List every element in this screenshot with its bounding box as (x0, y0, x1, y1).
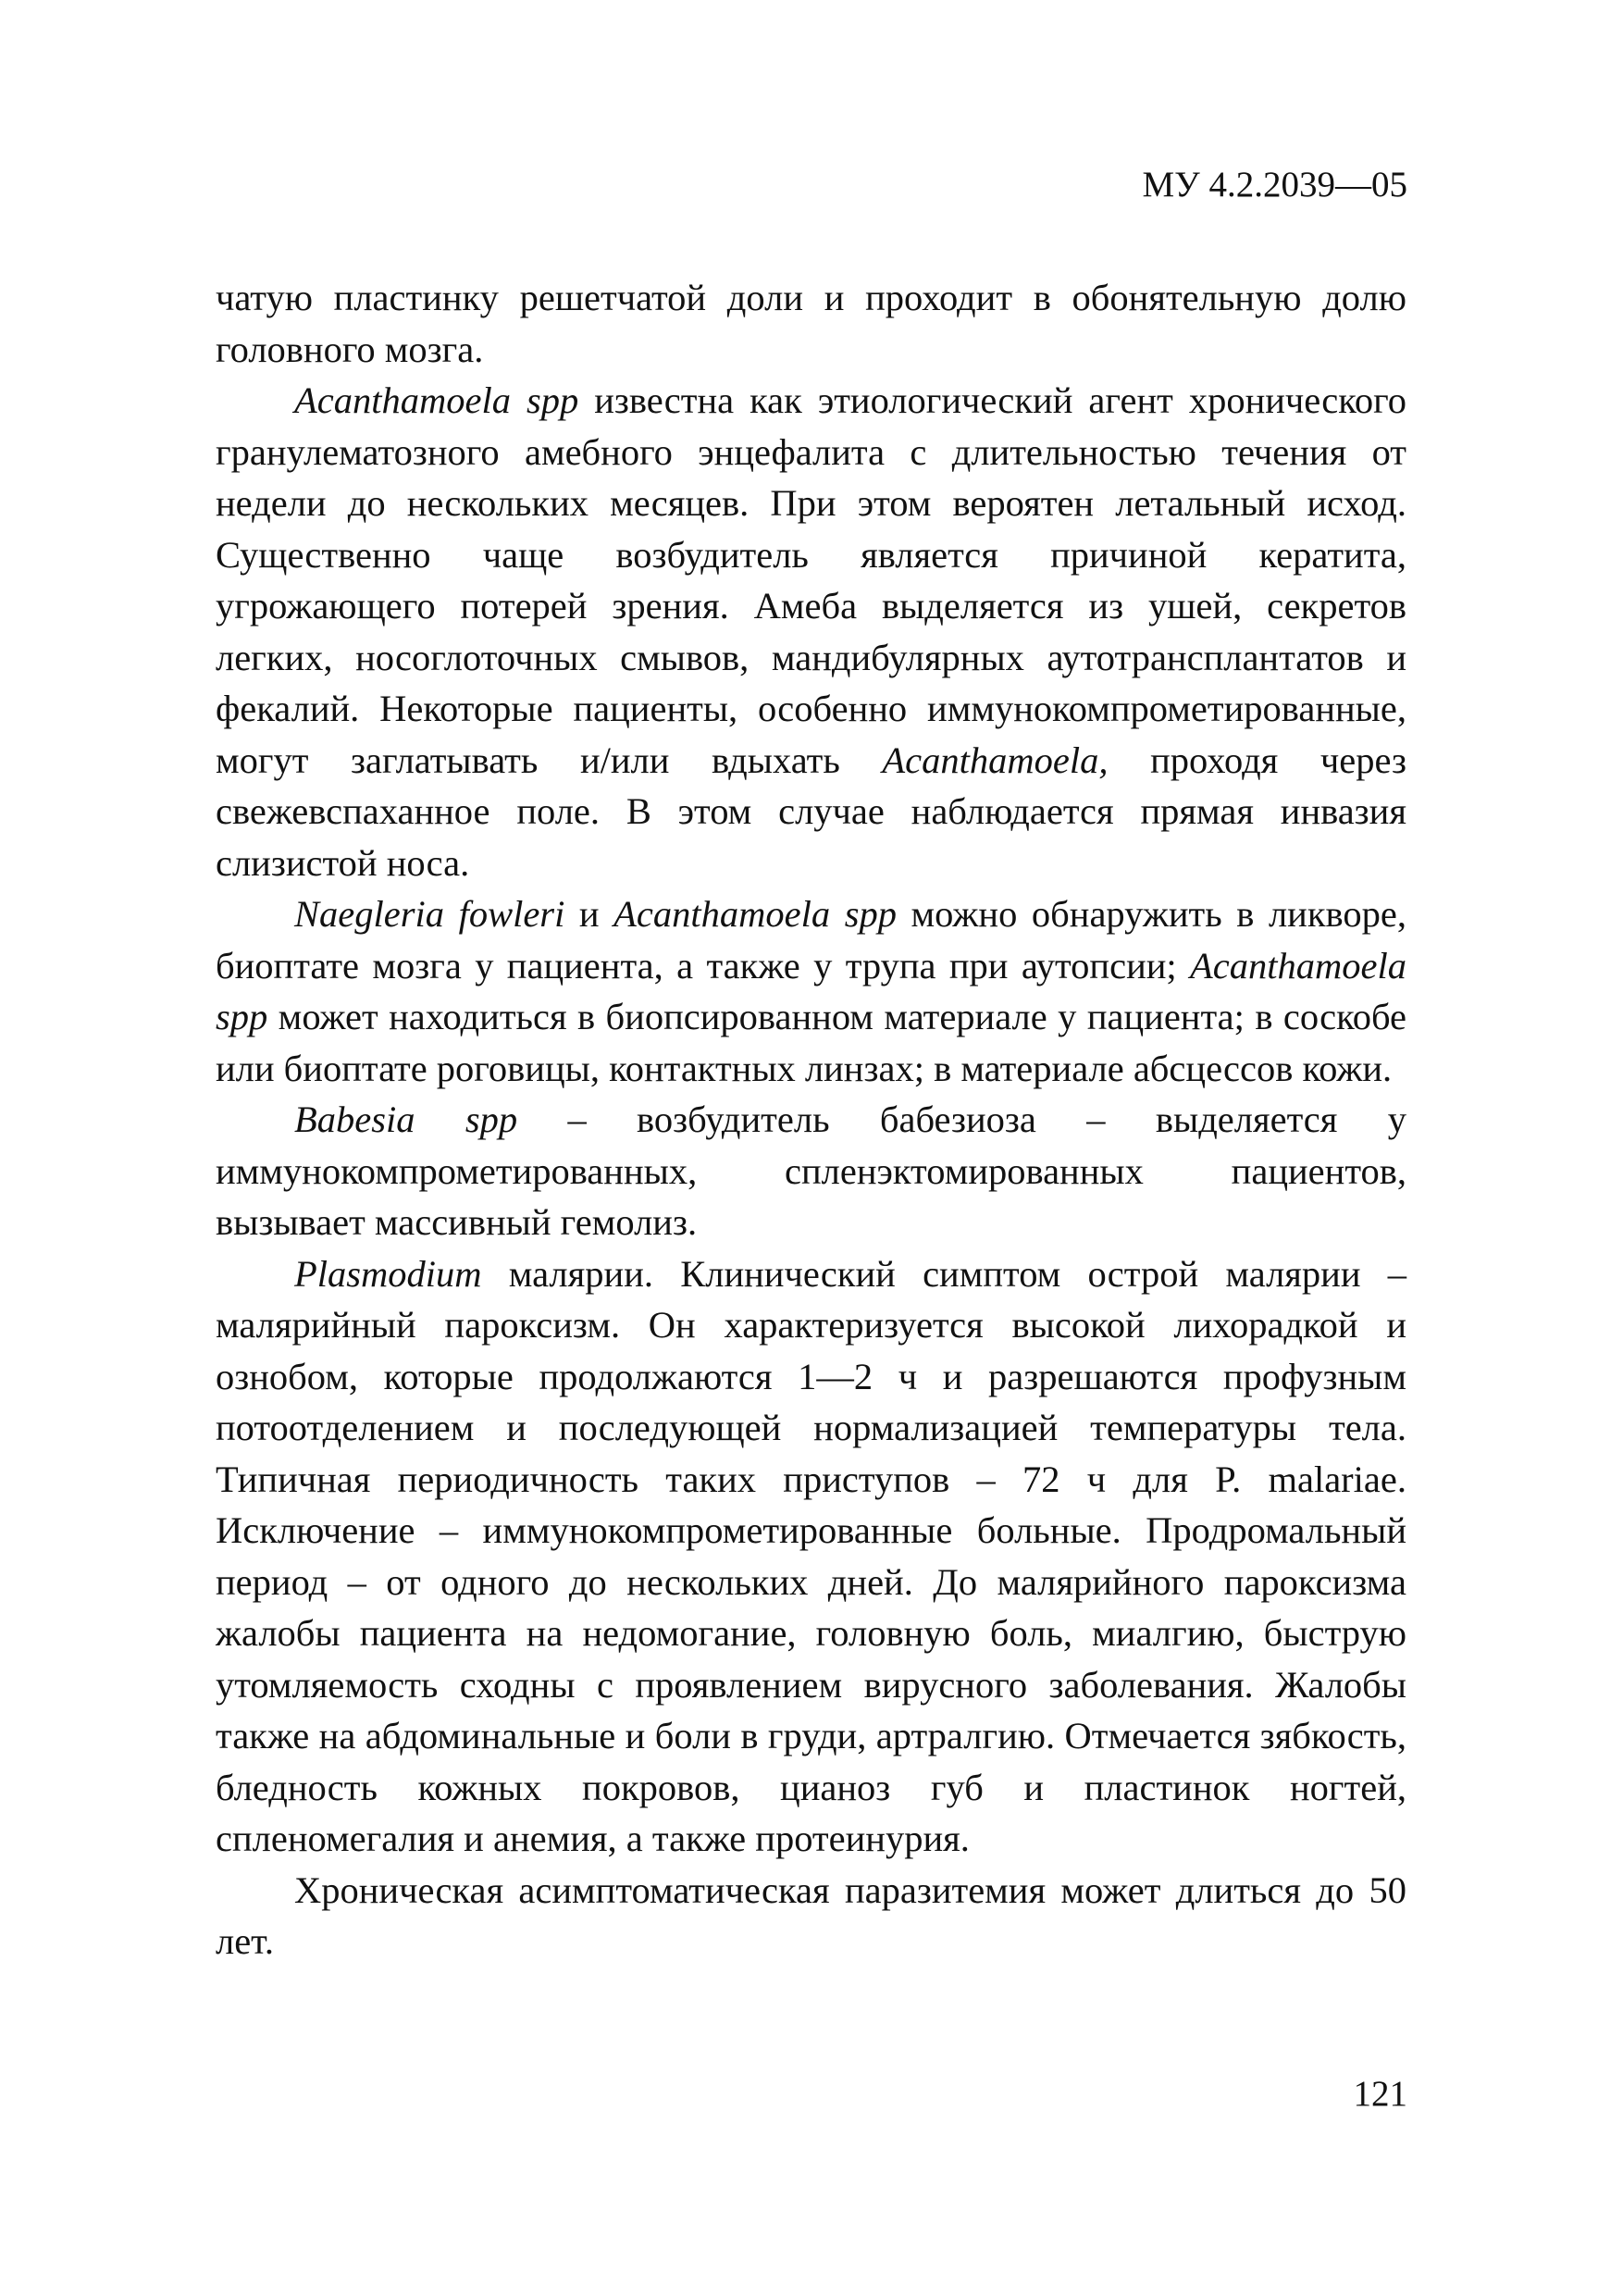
text-segment: проходя через свежевспаханное поле. В этом случае наблюдается прямая инвазия слизистой носа. (216, 738, 1406, 884)
paragraph-babesia (216, 1094, 1406, 1248)
text-segment: известна как этиологический агент хронического гранулематозного амебного энцефалита с длительностью течения от недели до нескольких месяцев. При этом вероятен летальный исход. Существенно чаще возбудитель является причиной кератита, угрожающего потерей зрения. Амеба выделяется из ушей, секретов легких, носоглоточных смывов, мандибулярных аутотрансплантатов и фекалий. Некоторые пациенты, особенно иммунокомпрометированные, могут заглатывать и/или вдыхать (216, 379, 1406, 781)
paragraph-continuation (216, 272, 1406, 375)
text-segment: можно обнаружить в ликворе, биоптате мозга у пациента, а также у трупа при аутопсии; (216, 893, 1406, 987)
document-code-header: МУ 4.2.2039—05 (1142, 165, 1407, 205)
body-text (216, 272, 1406, 1967)
species-name: Babesia spp (294, 1098, 518, 1140)
page-number: 121 (1353, 2074, 1407, 2114)
text-segment: чатую пластинку решетчатой доли и проходит в обонятельную долю головного мозга. (216, 277, 1406, 370)
text-segment: Хроническая асимптоматическая паразитемия может длиться до 50 лет. (216, 1868, 1406, 1962)
species-name: Plasmodium (294, 1252, 482, 1295)
species-name: Acanthamoela, (882, 738, 1109, 781)
paragraph-chronic-parasitemia (216, 1865, 1406, 1967)
text-segment: – возбудитель бабезиоза – выделяется у иммунокомпрометированных, спленэктомированных пациентов, вызывает массивный гемолиз. (216, 1098, 1406, 1243)
species-name: Acanthamoela spp (613, 893, 897, 935)
paragraph-acanthamoeba (216, 375, 1406, 888)
species-name: Acanthamoela spp (216, 944, 1406, 1037)
paragraph-plasmodium (216, 1248, 1406, 1865)
species-name: Naegleria fowleri (294, 893, 565, 935)
text-segment: может находиться в биопсированном материале у пациента; в соскобе или биоптате роговицы, контактных линзах; в материале абсцессов кожи. (216, 996, 1406, 1089)
paragraph-detection (216, 888, 1406, 1094)
text-segment: малярии. Клинический симптом острой малярии – малярийный пароксизм. Он характеризуется высокой лихорадкой и ознобом, которые продолжаются 1—2 ч и разрешаются профузным потоотделением и последующей нормализацией температуры тела. Типичная периодичность таких приступов – 72 ч для P. malariae. Исключение – иммунокомпрометированные больные. Продромальный период – от одного до нескольких дней. До малярийного пароксизма жалобы пациента на недомогание, головную боль, миалгию, быструю утомляемость сходны с проявлением вирусного заболевания. Жалобы также на абдоминальные и боли в груди, артралгию. Отмечается зябкость, бледность кожных покровов, цианоз губ и пластинок ногтей, спленомегалия и анемия, а также протеинурия. (216, 1252, 1406, 1859)
text-segment: и (564, 893, 614, 935)
species-name: Acanthamoela spp (294, 379, 579, 421)
